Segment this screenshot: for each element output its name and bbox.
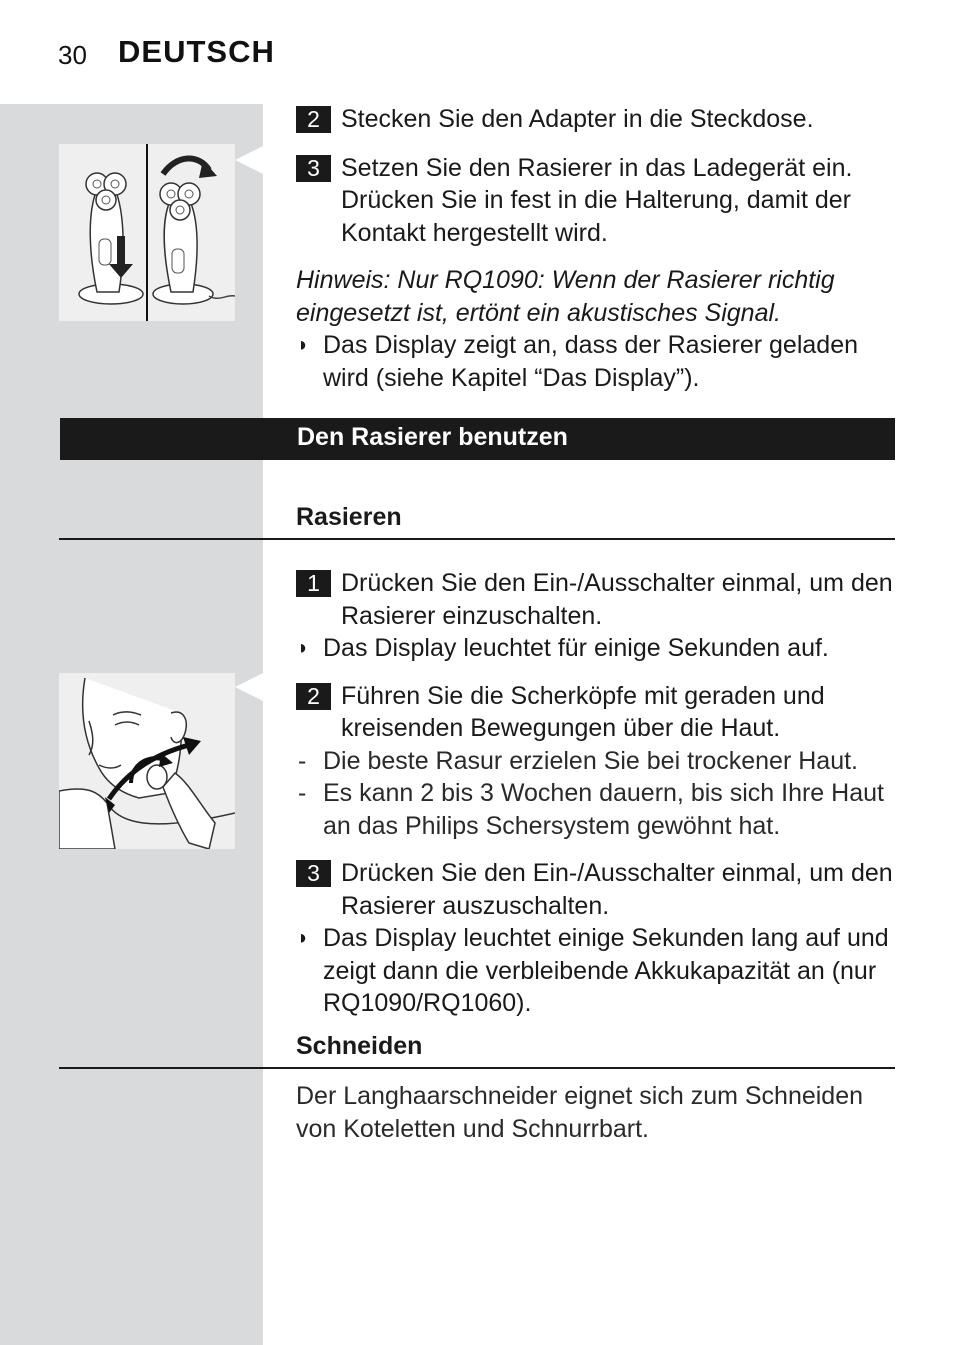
step-3-insert bbox=[296, 152, 896, 250]
shaving-face-icon bbox=[59, 673, 235, 849]
bullet-mark: ◗ bbox=[297, 927, 310, 949]
result-text: Das Display leuchtet einige Sekunden lang auf und zeigt dann die verbleibende Akkukapazität an (nur RQ1090/RQ1060). bbox=[323, 924, 889, 1017]
tip-item bbox=[296, 745, 896, 778]
page-number: 30 bbox=[58, 40, 87, 70]
charging-steps bbox=[296, 103, 896, 394]
section-title: Den Rasierer benutzen bbox=[297, 423, 568, 451]
step-number: 1 bbox=[296, 570, 331, 597]
shaver-in-charger-icon bbox=[59, 144, 235, 321]
bullet-mark: ◗ bbox=[297, 637, 310, 659]
dash-mark: - bbox=[298, 779, 307, 807]
language-title: DEUTSCH bbox=[118, 34, 275, 69]
result-bullet bbox=[296, 632, 896, 665]
step-number: 3 bbox=[296, 155, 331, 182]
result-bullet bbox=[296, 922, 896, 1020]
step-text: Drücken Sie den Ein-/Ausschalter einmal, um den Rasierer auszuschalten. bbox=[341, 859, 893, 920]
step-number: 3 bbox=[296, 860, 331, 887]
illustration-pointer bbox=[235, 673, 263, 701]
step-number: 2 bbox=[296, 106, 331, 133]
step-text: Drücken Sie den Ein-/Ausschalter einmal, um den Rasierer einzuschalten. bbox=[341, 569, 893, 630]
tip-text: Die beste Rasur erzielen Sie bei trockener Haut. bbox=[323, 746, 858, 775]
step-text: Stecken Sie den Adapter in die Steckdose. bbox=[341, 105, 814, 133]
note-text: Hinweis: Nur RQ1090: Wenn der Rasierer richtig eingesetzt ist, ertönt ein akustisches Signal. bbox=[296, 266, 835, 327]
step-text: Führen Sie die Scherköpfe mit geraden und kreisenden Bewegungen über die Haut. bbox=[341, 681, 825, 742]
tip-text: Es kann 2 bis 3 Wochen dauern, bis sich Ihre Haut an das Philips Schersystem gewöhnt hat. bbox=[323, 779, 884, 840]
result-text: Das Display zeigt an, dass der Rasierer geladen wird (siehe Kapitel “Das Display”). bbox=[323, 331, 858, 392]
divider-line bbox=[59, 538, 895, 540]
charger-illustration bbox=[59, 144, 235, 321]
trimming-text: Der Langhaarschneider eignet sich zum Schneiden von Koteletten und Schnurrbart. bbox=[296, 1082, 864, 1143]
step-3-switch-off bbox=[296, 857, 896, 922]
dash-mark: - bbox=[298, 746, 307, 775]
tip-item bbox=[296, 777, 896, 842]
result-bullet bbox=[296, 329, 896, 394]
bullet-mark: ◗ bbox=[297, 334, 310, 356]
subheading-rasieren: Rasieren bbox=[296, 503, 402, 531]
shaving-steps bbox=[296, 567, 896, 1020]
section-heading-bar bbox=[60, 418, 895, 460]
step-2-adapter bbox=[296, 103, 896, 136]
shaving-illustration bbox=[59, 673, 235, 849]
illustration-pointer bbox=[235, 146, 263, 174]
divider-line bbox=[59, 1067, 895, 1069]
step-2-move-heads bbox=[296, 680, 896, 745]
step-1-switch-on bbox=[296, 567, 896, 632]
step-number: 2 bbox=[296, 683, 331, 710]
result-text: Das Display leuchtet für einige Sekunden auf. bbox=[323, 634, 829, 662]
subheading-schneiden: Schneiden bbox=[296, 1032, 423, 1060]
step-text: Setzen Sie den Rasierer in das Ladegerät ein. Drücken Sie in fest in die Halterung, damit der Kontakt hergestellt wird. bbox=[341, 153, 853, 247]
